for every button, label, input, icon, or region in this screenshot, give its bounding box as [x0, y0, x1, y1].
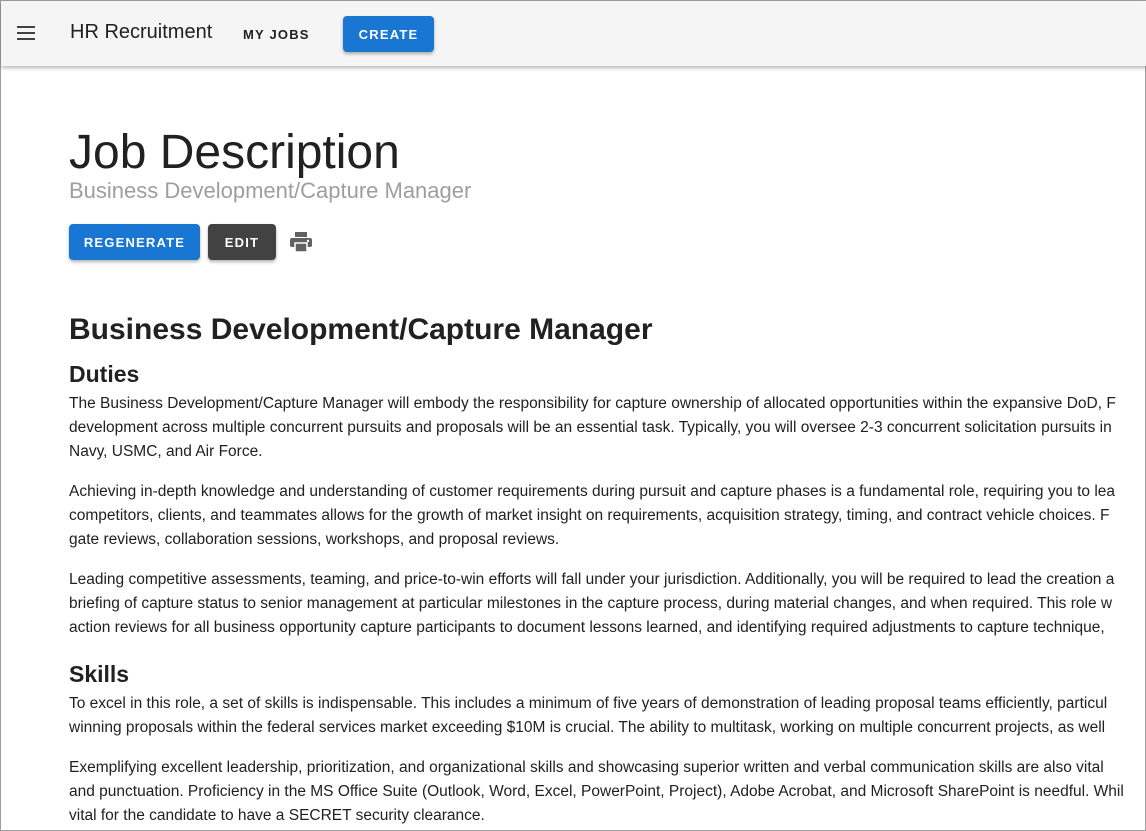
duties-heading: Duties [69, 361, 140, 387]
paragraph-line: action reviews for all business opportunity capture participants to document lessons learned, and identifying required adjustments to capture technique, [69, 619, 1105, 636]
menu-icon[interactable] [10, 17, 42, 49]
paragraph-line: Exemplifying excellent leadership, prioritization, and organizational skills and showcasing superior written and verbal communication skills are also vital [69, 759, 1104, 776]
app-bar [1, 1, 1146, 66]
skills-paragraph [69, 692, 1146, 740]
print-icon[interactable] [287, 228, 315, 256]
edit-button[interactable]: EDIT [208, 224, 276, 260]
app-title: HR Recruitment [70, 21, 213, 43]
duties-paragraph [69, 480, 1146, 552]
duties-paragraph [69, 392, 1146, 464]
paragraph-line: development across multiple concurrent pursuits and proposals will be an essential task. Typically, you will oversee 2-3 concurrent solicitation pursuits in [69, 419, 1112, 436]
paragraph-line: briefing of capture status to senior management at particular milestones in the capture process, during material changes, and when required. This role w [69, 595, 1113, 612]
page-subtitle: Business Development/Capture Manager [69, 178, 472, 203]
duties-paragraph [69, 568, 1146, 640]
paragraph-line: competitors, clients, and teammates allows for the growth of market insight on requirements, acquisition strategy, timing, and contract vehicle choices. F [69, 507, 1110, 524]
nav-my-jobs-button[interactable]: MY JOBS [243, 26, 310, 42]
paragraph-line: The Business Development/Capture Manager will embody the responsibility for capture ownership of allocated opportunities within the expansive DoD, F [69, 395, 1116, 412]
paragraph-line: Achieving in-depth knowledge and understanding of customer requirements during pursuit and capture phases is a fundamental role, requiring you to lea [69, 483, 1116, 500]
skills-heading: Skills [69, 661, 130, 687]
paragraph-line: and punctuation. Proficiency in the MS Office Suite (Outlook, Word, Excel, PowerPoint, Project), Adobe Acrobat, and Microsoft SharePoint is needful. Whil [69, 783, 1124, 800]
paragraph-line: gate reviews, collaboration sessions, workshops, and proposal reviews. [69, 531, 560, 548]
paragraph-line: winning proposals within the federal services market exceeding $10M is crucial. The ability to multitask, working on multiple concurrent projects, as well [69, 719, 1106, 736]
paragraph-line: Navy, USMC, and Air Force. [69, 443, 263, 460]
regenerate-button[interactable]: REGENERATE [69, 224, 200, 260]
paragraph-line: Leading competitive assessments, teaming, and price-to-win efforts will fall under your jurisdiction. Additionally, you will be required to lead the creation a [69, 571, 1115, 588]
skills-paragraph [69, 756, 1146, 828]
paragraph-line: vital for the candidate to have a SECRET security clearance. [69, 807, 485, 824]
nav-create-button[interactable]: CREATE [343, 16, 434, 52]
document-title: Business Development/Capture Manager [69, 313, 653, 346]
page-title: Job Description [69, 126, 400, 179]
paragraph-line: To excel in this role, a set of skills is indispensable. This includes a minimum of five years of demonstration of leading proposal teams efficiently, particul [69, 695, 1108, 712]
